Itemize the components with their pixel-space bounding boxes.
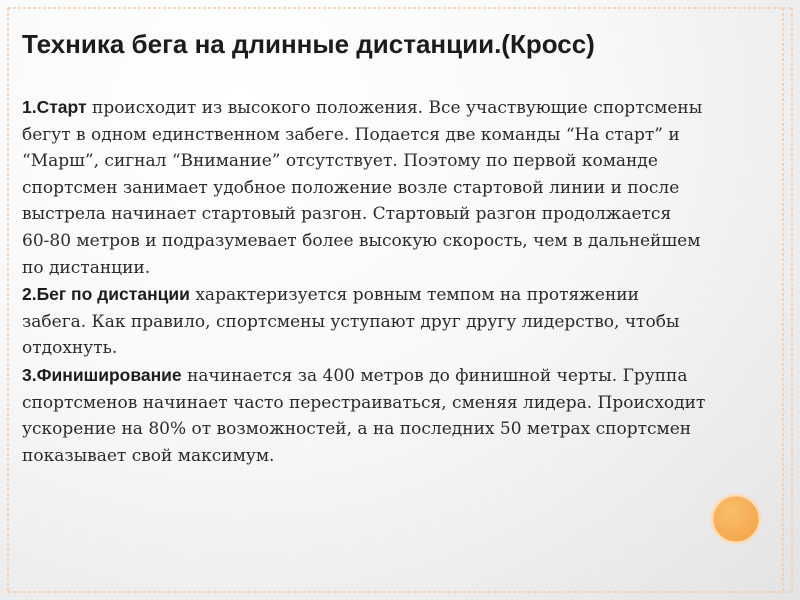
orange-circle-decoration xyxy=(712,495,760,543)
line-text: забега. Как правило, спортсмены уступают друг другу лидерство, чтобы xyxy=(22,311,680,332)
body-line xyxy=(22,94,778,122)
section-lead-finish: 3.Финиширование xyxy=(22,364,182,385)
line-text: по дистанции. xyxy=(22,257,151,278)
body-line xyxy=(22,309,778,336)
line-text: спортсменов начинает часто перестраиваться, сменяя лидера. Происходит xyxy=(22,392,706,413)
line-text: ускорение на 80% от возможностей, а на последних 50 метрах спортсмен xyxy=(22,419,692,440)
section-lead-start: 1.Старт xyxy=(22,97,87,117)
line-text: “Марш”, сигнал “Внимание” отсутствует. Поэтому по первой команде xyxy=(22,151,658,172)
body-line xyxy=(22,148,778,175)
line-text: показывает свой максимум. xyxy=(22,445,275,466)
line-text: выстрела начинает стартовый разгон. Стартовый разгон продолжается xyxy=(22,204,672,225)
body-line xyxy=(22,228,778,255)
body-line xyxy=(22,201,778,228)
body-line xyxy=(22,255,778,282)
body-line xyxy=(22,443,778,470)
line-text: отдохнуть. xyxy=(22,338,118,359)
body-line xyxy=(22,390,778,417)
line-text: бегут в одном единственном забеге. Подается две команды “На старт” и xyxy=(22,124,680,145)
body-line xyxy=(22,362,778,390)
body-line xyxy=(22,175,778,202)
slide-title: Техника бега на длинные дистанции.(Кросс) xyxy=(22,29,595,59)
line-text: происходит из высокого положения. Все участвующие спортсмены xyxy=(86,98,703,118)
line-text: характеризуется ровным темпом на протяжении xyxy=(189,285,639,306)
slide-body xyxy=(22,94,778,469)
line-text: 60-80 метров и подразумевает более высокую скорость, чем в дальнейшем xyxy=(22,230,701,251)
section-lead-distance: 2.Бег по дистанции xyxy=(22,284,190,305)
line-text: начинается за 400 метров до финишной черты. Группа xyxy=(181,365,688,386)
body-line xyxy=(22,122,778,149)
body-line xyxy=(22,335,778,362)
line-text: спортсмен занимает удобное положение возле стартовой линии и после xyxy=(22,177,680,198)
body-line xyxy=(22,416,778,443)
body-line xyxy=(22,281,778,309)
